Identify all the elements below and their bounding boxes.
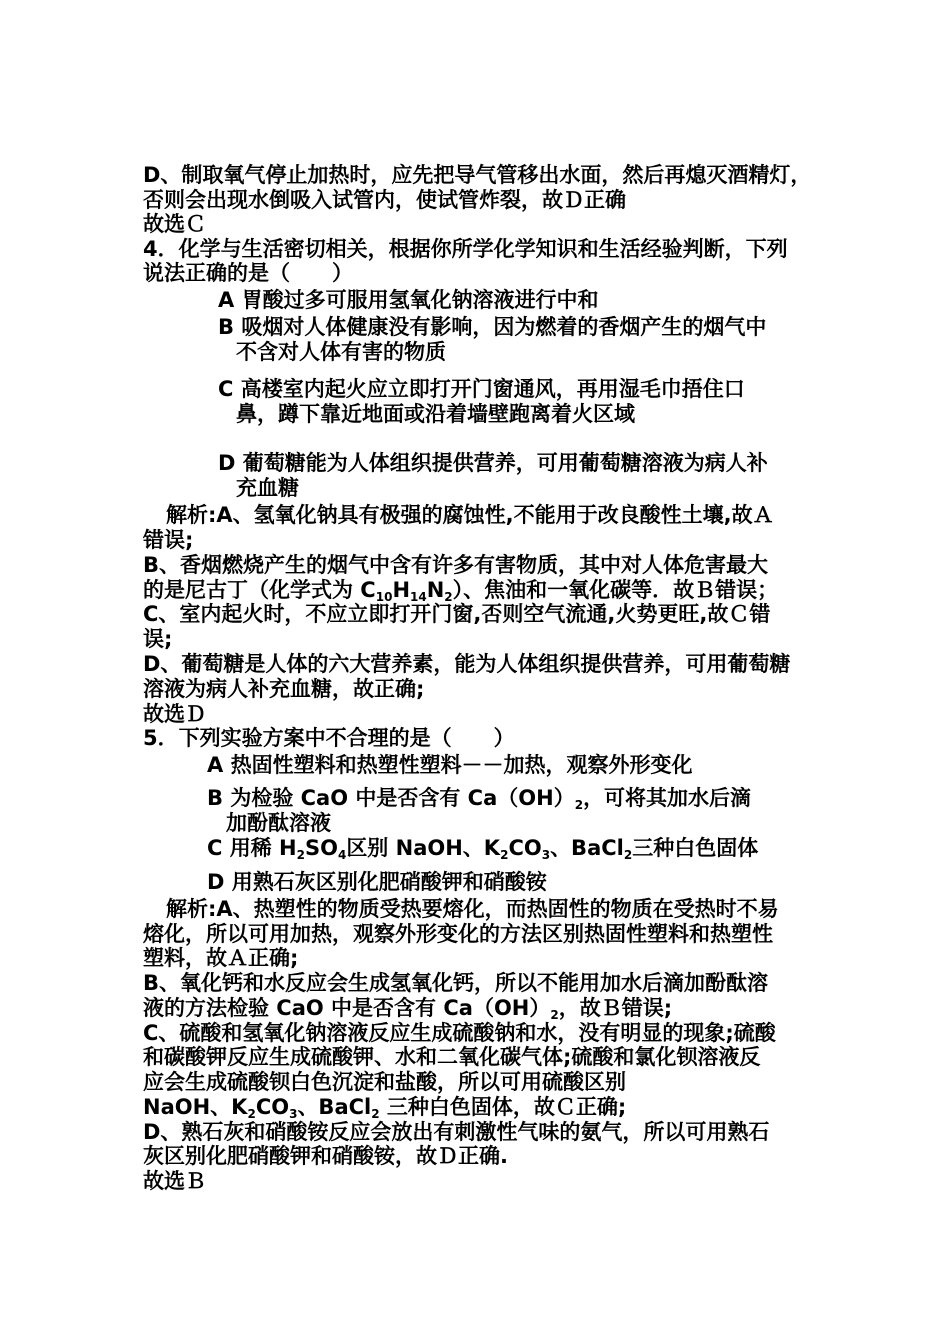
explanation-line bbox=[143, 578, 778, 603]
text-run: B、香烟燃烧产生的烟气中含有许多有害物质，其中对人体危害最大 bbox=[143, 553, 769, 577]
text-run: 错误; bbox=[143, 528, 194, 552]
text-run: ，可将其加水后滴 bbox=[583, 786, 752, 810]
subscript: 2 bbox=[550, 1008, 559, 1022]
text-run: 、BaCl bbox=[550, 836, 624, 860]
explanation-line bbox=[143, 946, 298, 971]
text-run: SO bbox=[304, 836, 338, 860]
explanation-line bbox=[143, 602, 770, 627]
text-run: D、熟石灰和硝酸铵反应会放出有刺激性气味的氨气，所以可用熟石 bbox=[143, 1120, 770, 1144]
subscript: 3 bbox=[289, 1107, 298, 1121]
text-run: 溶液为病人补充血糖，故正确; bbox=[143, 677, 425, 701]
text-run: 解析:A、热塑性的物质受热要熔化，而热固性的物质在受热时不易 bbox=[166, 897, 779, 921]
text-run: 鼻，蹲下靠近地面或沿着墙壁跑离着火区域 bbox=[236, 402, 635, 426]
explanation-line bbox=[166, 897, 779, 922]
text-line bbox=[143, 163, 811, 188]
explanation-line bbox=[143, 1045, 760, 1070]
explanation-line bbox=[143, 1144, 508, 1169]
subscript: 2 bbox=[371, 1107, 380, 1121]
explanation-line bbox=[143, 996, 672, 1021]
text-run: D 用熟石灰区别化肥硝酸钾和硝酸铵 bbox=[207, 870, 547, 894]
question-4-option-c bbox=[236, 402, 635, 427]
text-run: 应会生成硫酸钡白色沉淀和盐酸，所以可用硫酸区别 bbox=[143, 1070, 626, 1094]
text-run: CO bbox=[508, 836, 542, 860]
text-run: 三种白色固体，故Ｃ正确; bbox=[379, 1095, 627, 1119]
subscript: 2 bbox=[247, 1107, 256, 1121]
subscript: 14 bbox=[410, 590, 427, 604]
explanation-line bbox=[143, 922, 773, 947]
text-run: 故选Ｄ bbox=[143, 702, 206, 726]
text-run: N bbox=[426, 578, 445, 602]
text-run: 和碳酸钾反应生成硫酸钾、水和二氧化碳气体;硫酸和氯化钡溶液反 bbox=[143, 1045, 761, 1069]
subscript: 2 bbox=[623, 848, 633, 862]
text-run: 解析:A、氢氧化钠具有极强的腐蚀性,不能用于改良酸性土壤,故Ａ bbox=[166, 503, 774, 527]
text-run: 灰区别化肥硝酸钾和硝酸铵，故Ｄ正确. bbox=[143, 1144, 508, 1168]
question-5-option-d bbox=[207, 870, 547, 895]
text-run: 5．下列实验方案中不合理的是（ ） bbox=[143, 726, 515, 750]
question-4-stem bbox=[143, 237, 788, 262]
text-run: 熔化，所以可用加热，观察外形变化的方法区别热固性塑料和热塑性 bbox=[143, 922, 773, 946]
explanation-line bbox=[143, 627, 172, 652]
subscript: 3 bbox=[541, 848, 551, 862]
text-run: 4．化学与生活密切相关，根据你所学化学知识和生活经验判断，下列 bbox=[143, 237, 788, 261]
answer-line bbox=[143, 1169, 206, 1194]
question-4-option-a bbox=[218, 288, 599, 313]
explanation-line bbox=[143, 553, 768, 578]
text-run: B 为检验 CaO 中是否含有 Ca（OH） bbox=[207, 786, 575, 810]
text-run: 故选Ｃ bbox=[143, 212, 206, 236]
answer-line bbox=[143, 702, 206, 727]
text-run: C 用稀 H bbox=[207, 836, 297, 860]
explanation-line bbox=[143, 971, 768, 996]
text-run: B 吸烟对人体健康没有影响，因为燃着的香烟产生的烟气中 bbox=[218, 315, 767, 339]
text-run: 、BaCl bbox=[297, 1095, 372, 1119]
answer-line bbox=[143, 212, 206, 237]
text-run: CO bbox=[255, 1095, 290, 1119]
text-run: 三种白色固体 bbox=[632, 836, 759, 860]
explanation-line bbox=[143, 528, 193, 553]
subscript: 4 bbox=[337, 848, 347, 862]
text-run: ）、焦油和一氧化碳等．故Ｂ错误； bbox=[452, 578, 779, 602]
explanation-line bbox=[143, 652, 790, 677]
question-5-option-b bbox=[226, 811, 331, 836]
question-5-stem bbox=[143, 726, 515, 751]
text-run: D 葡萄糖能为人体组织提供营养，可用葡萄糖溶液为病人补 bbox=[218, 451, 768, 475]
text-run: ，故Ｂ错误; bbox=[558, 996, 673, 1020]
text-run: 不含对人体有害的物质 bbox=[236, 340, 446, 364]
text-line bbox=[143, 188, 626, 213]
subscript: 2 bbox=[500, 848, 509, 862]
question-4-option-d bbox=[236, 476, 299, 501]
subscript: 2 bbox=[444, 590, 453, 604]
text-run: 说法正确的是（ ） bbox=[143, 261, 353, 285]
explanation-line bbox=[143, 1095, 626, 1120]
subscript: 2 bbox=[574, 798, 584, 812]
question-4-option-b bbox=[218, 315, 766, 340]
explanation-line bbox=[143, 1021, 776, 1046]
question-5-option-c bbox=[207, 836, 758, 861]
text-run: B、氧化钙和水反应会生成氢氧化钙，所以不能用加水后滴加酚酞溶 bbox=[143, 971, 769, 995]
text-run: 误; bbox=[143, 627, 173, 651]
text-run: 塑料，故Ａ正确; bbox=[143, 946, 299, 970]
text-run: A 热固性塑料和热塑性塑料－－加热，观察外形变化 bbox=[207, 753, 693, 777]
explanation-line bbox=[143, 1120, 769, 1145]
text-run: H bbox=[392, 578, 411, 602]
text-run: D、制取氧气停止加热时，应先把导气管移出水面，然后再熄灭酒精灯， bbox=[143, 163, 812, 187]
text-run: A 胃酸过多可服用氢氧化钠溶液进行中和 bbox=[218, 288, 599, 312]
text-run: 的是尼古丁（化学式为 C bbox=[143, 578, 376, 602]
subscript: 10 bbox=[375, 590, 393, 604]
subscript: 2 bbox=[296, 848, 305, 862]
text-run: D、葡萄糖是人体的六大营养素，能为人体组织提供营养，可用葡萄糖 bbox=[143, 652, 791, 676]
text-run: C 高楼室内起火应立即打开门窗通风，再用湿毛巾捂住口 bbox=[218, 377, 745, 401]
explanation-line bbox=[166, 503, 774, 528]
text-run: C、室内起火时，不应立即打开门窗,否则空气流通,火势更旺,故Ｃ错 bbox=[143, 602, 771, 626]
question-4-option-b bbox=[236, 340, 446, 365]
text-run: 区别 NaOH、K bbox=[346, 836, 501, 860]
text-run: 加酚酞溶液 bbox=[226, 811, 331, 835]
question-4-option-c bbox=[218, 377, 745, 402]
question-4-option-d bbox=[218, 451, 768, 476]
text-run: C、硫酸和氢氧化钠溶液反应生成硫酸钠和水，没有明显的现象;硫酸 bbox=[143, 1021, 776, 1045]
text-run: NaOH、K bbox=[143, 1095, 248, 1119]
text-run: 充血糖 bbox=[236, 476, 299, 500]
explanation-line bbox=[143, 1070, 626, 1095]
question-4-stem bbox=[143, 261, 353, 286]
text-run: 故选Ｂ bbox=[143, 1169, 206, 1193]
text-run: 液的方法检验 CaO 中是否含有 Ca（OH） bbox=[143, 996, 551, 1020]
explanation-line bbox=[143, 677, 424, 702]
text-run: 否则会出现水倒吸入试管内，使试管炸裂，故Ｄ正确 bbox=[143, 188, 626, 212]
question-5-option-b bbox=[207, 786, 751, 811]
question-5-option-a bbox=[207, 753, 693, 778]
